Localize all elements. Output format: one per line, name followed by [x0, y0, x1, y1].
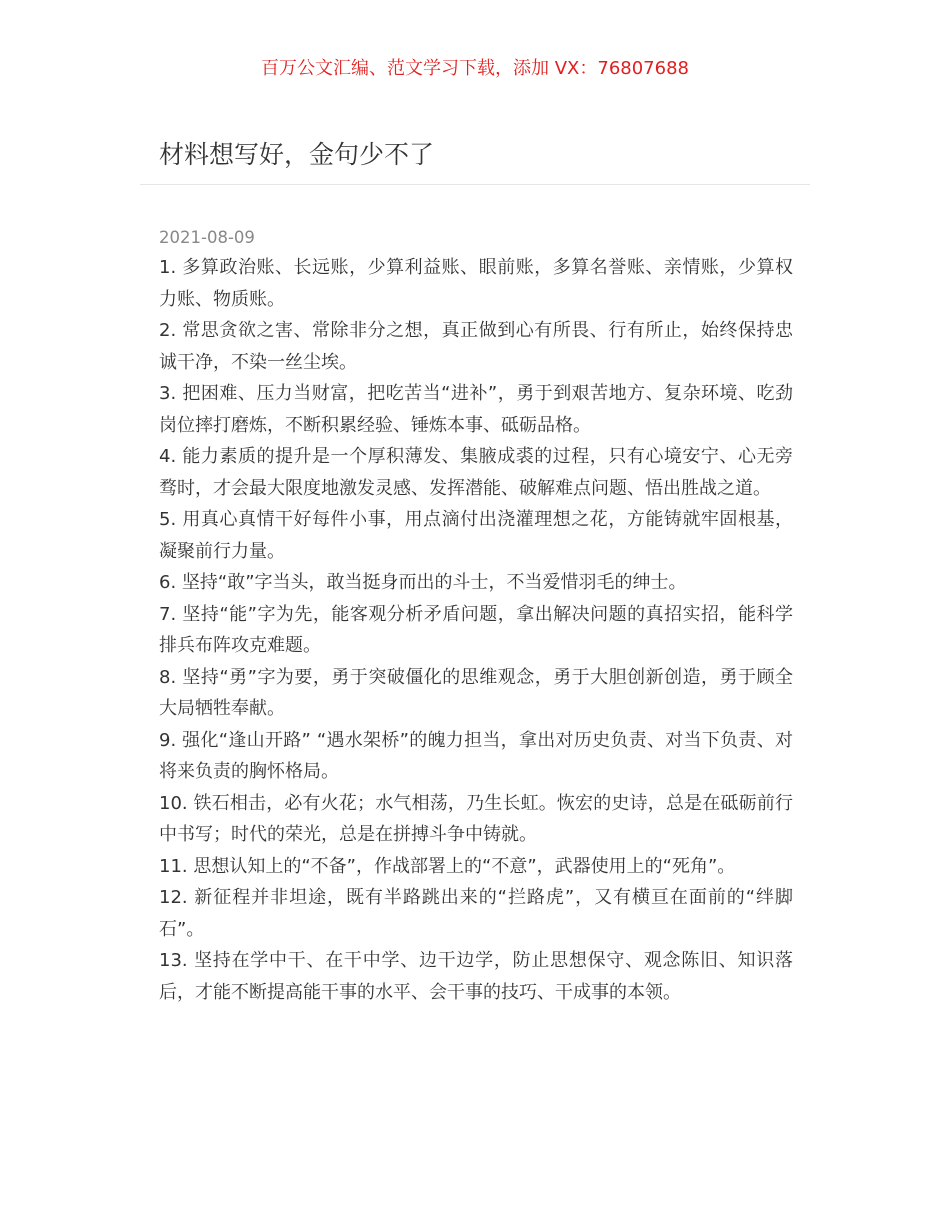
publish-date: 2021-08-09: [159, 228, 255, 247]
article-title: 材料想写好，金句少不了: [159, 140, 435, 169]
quote-item-1: 1. 多算政治账、长远账，少算利益账、眼前账，多算名誉账、亲情账，少算权力账、物质账。: [159, 257, 793, 310]
quote-item-12: 12. 新征程并非坦途，既有半路跳出来的“拦路虎”，又有横亘在面前的“绊脚石”。: [159, 887, 793, 940]
quote-item-4: 4. 能力素质的提升是一个厚积薄发、集腋成裘的过程，只有心境安宁、心无旁骛时，才会最大限度地激发灵感、发挥潜能、破解难点问题、悟出胜战之道。: [159, 446, 793, 499]
quote-item-3: 3. 把困难、压力当财富，把吃苦当“进补”，勇于到艰苦地方、复杂环境、吃劲岗位摔打磨炼，不断积累经验、锤炼本事、砥砺品格。: [159, 383, 793, 436]
quote-item-9: 9. 强化“逢山开路” “遇水架桥”的魄力担当，拿出对历史负责、对当下负责、对将来负责的胸怀格局。: [159, 729, 793, 782]
quote-item-13: 13. 坚持在学中干、在干中学、边干边学，防止思想保守、观念陈旧、知识落后，才能不断提高能干事的水平、会干事的技巧、干成事的本领。: [159, 950, 793, 1003]
quote-item-6: 6. 坚持“敢”字当头，敢当挺身而出的斗士，不当爱惜羽毛的绅士。: [159, 572, 687, 593]
quote-item-5: 5. 用真心真情干好每件小事，用点滴付出浇灌理想之花，方能铸就牢固根基，凝聚前行力量。: [159, 509, 793, 562]
promo-banner: 百万公文汇编、范文学习下载，添加 VX：76807688: [261, 58, 689, 79]
quote-item-8: 8. 坚持“勇”字为要，勇于突破僵化的思维观念，勇于大胆创新创造，勇于顾全大局牺牲奉献。: [159, 666, 793, 719]
quote-item-11: 11. 思想认知上的“不备”，作战部署上的“不意”，武器使用上的“死角”。: [159, 855, 736, 877]
quote-item-2: 2. 常思贪欲之害、常除非分之想，真正做到心有所畏、行有所止，始终保持忠诚干净，不染一丝尘埃。: [159, 320, 793, 373]
quote-item-7: 7. 坚持“能”字为先，能客观分析矛盾问题，拿出解决问题的真招实招，能科学排兵布阵攻克难题。: [159, 603, 793, 656]
quote-item-10: 10. 铁石相击，必有火花；水气相荡，乃生长虹。恢宏的史诗，总是在砥砺前行中书写；时代的荣光，总是在拼搏斗争中铸就。: [159, 792, 793, 845]
article-body: [159, 252, 793, 1008]
title-divider: [140, 184, 810, 185]
